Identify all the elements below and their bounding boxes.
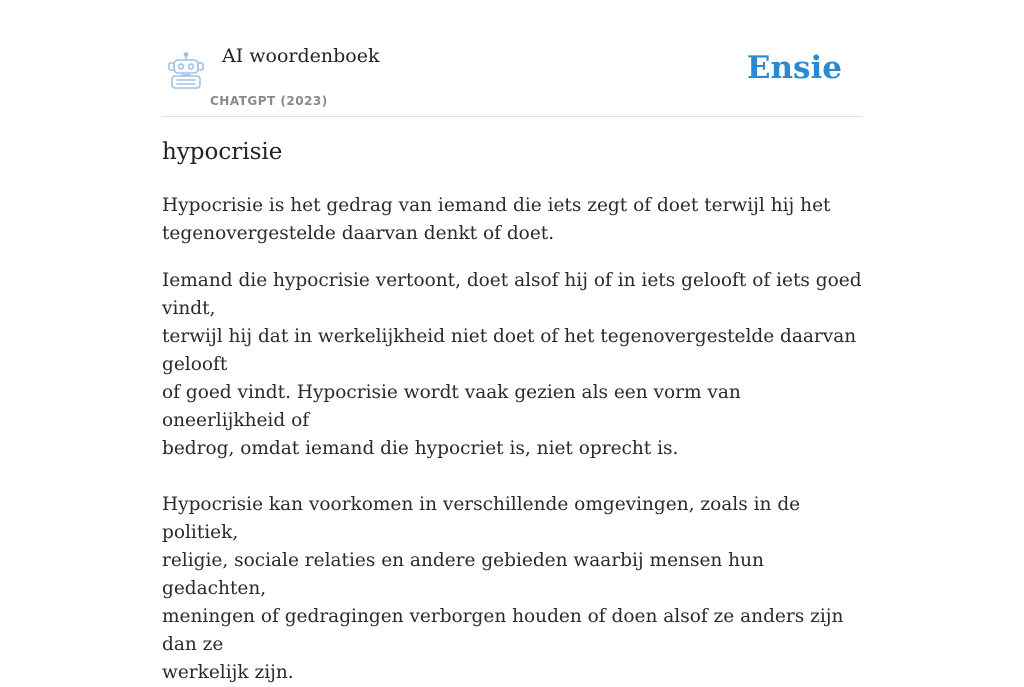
definition-paragraph: Hypocrisie kan voorkomen in verschillende omgevingen, zoals in de politiek, religie, sociale relaties en andere gebieden waarbij mensen hun gedachten, meningen of gedragingen verborgen houden of doen alsof ze anders zijn dan ze werkelijk zijn. [162, 494, 844, 683]
header [162, 0, 862, 117]
source-label: CHATGPT (2023) [210, 94, 328, 108]
robot-icon [166, 52, 206, 90]
definition-paragraph: Iemand die hypocrisie vertoont, doet alsof hij of in iets gelooft of iets goed vindt, terwijl hij dat in werkelijkheid niet doet of het tegenovergestelde daarvan gelooft of goed vindt. Hypocrisie wordt vaak gezien als een vorm van oneerlijkheid of bedrog, omdat iemand die hypocriet is, niet oprecht is. [162, 270, 862, 459]
brand-logo[interactable]: Ensie [746, 50, 842, 86]
dictionary-title[interactable]: AI woordenboek [222, 45, 380, 67]
entry-term: hypocrisie [162, 139, 283, 165]
definition-paragraph: Hypocrisie is het gedrag van iemand die iets zegt of doet terwijl hij het tegenovergestelde daarvan denkt of doet. [162, 195, 831, 244]
entry-definition [162, 192, 862, 687]
